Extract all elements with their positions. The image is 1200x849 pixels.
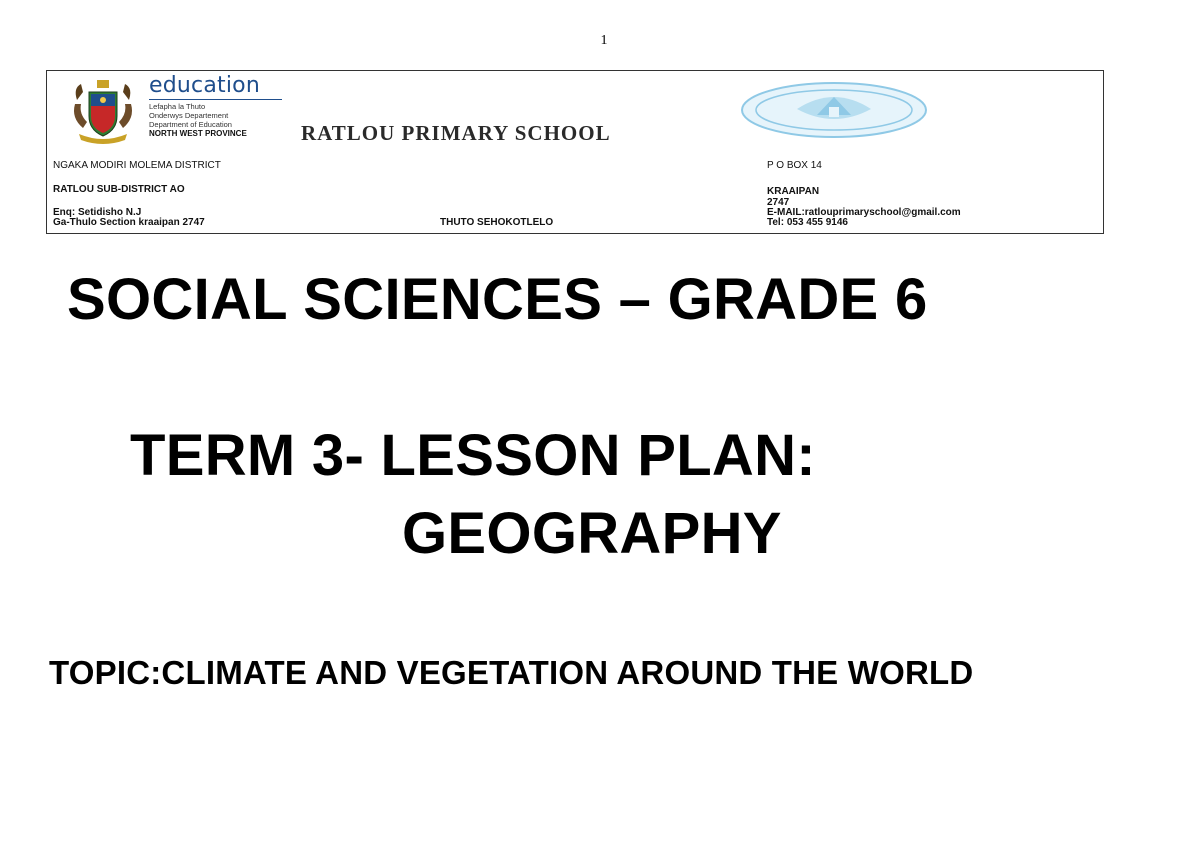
school-logo-icon bbox=[737, 79, 932, 141]
school-name: RATLOU PRIMARY SCHOOL bbox=[301, 121, 611, 145]
coat-of-arms-icon bbox=[69, 78, 137, 144]
department-line-1: Lefapha la Thuto bbox=[149, 102, 206, 111]
section-address: Ga-Thulo Section kraaipan 2747 bbox=[53, 217, 205, 228]
department-line-2: Onderwys Departement bbox=[149, 111, 229, 120]
department-province: NORTH WEST PROVINCE bbox=[149, 129, 247, 138]
term-lesson-plan-heading: TERM 3- LESSON PLAN: bbox=[130, 423, 816, 488]
telephone: Tel: 053 455 9146 bbox=[767, 217, 848, 228]
district: NGAKA MODIRI MOLEMA DISTRICT bbox=[53, 160, 221, 171]
department-name: education bbox=[149, 73, 260, 98]
school-motto: THUTO SEHOKOTLELO bbox=[440, 217, 554, 228]
subject-heading: GEOGRAPHY bbox=[402, 501, 782, 566]
document-title: SOCIAL SCIENCES – GRADE 6 bbox=[67, 267, 928, 332]
department-line-3: Department of Education bbox=[149, 120, 232, 129]
letterhead bbox=[46, 70, 1104, 234]
sub-district: RATLOU SUB-DISTRICT AO bbox=[53, 184, 185, 195]
department-underline bbox=[149, 99, 282, 100]
postal-code: 2747 bbox=[767, 197, 790, 208]
town: KRAAIPAN bbox=[767, 186, 820, 197]
topic-heading: TOPIC:CLIMATE AND VEGETATION AROUND THE WORLD bbox=[49, 654, 974, 691]
page-number: 1 bbox=[600, 33, 608, 48]
email-address: E-MAIL:ratlouprimaryschool@gmail.com bbox=[767, 207, 961, 218]
po-box: P O BOX 14 bbox=[767, 160, 822, 171]
enquiries: Enq: Setidisho N.J bbox=[53, 207, 142, 218]
